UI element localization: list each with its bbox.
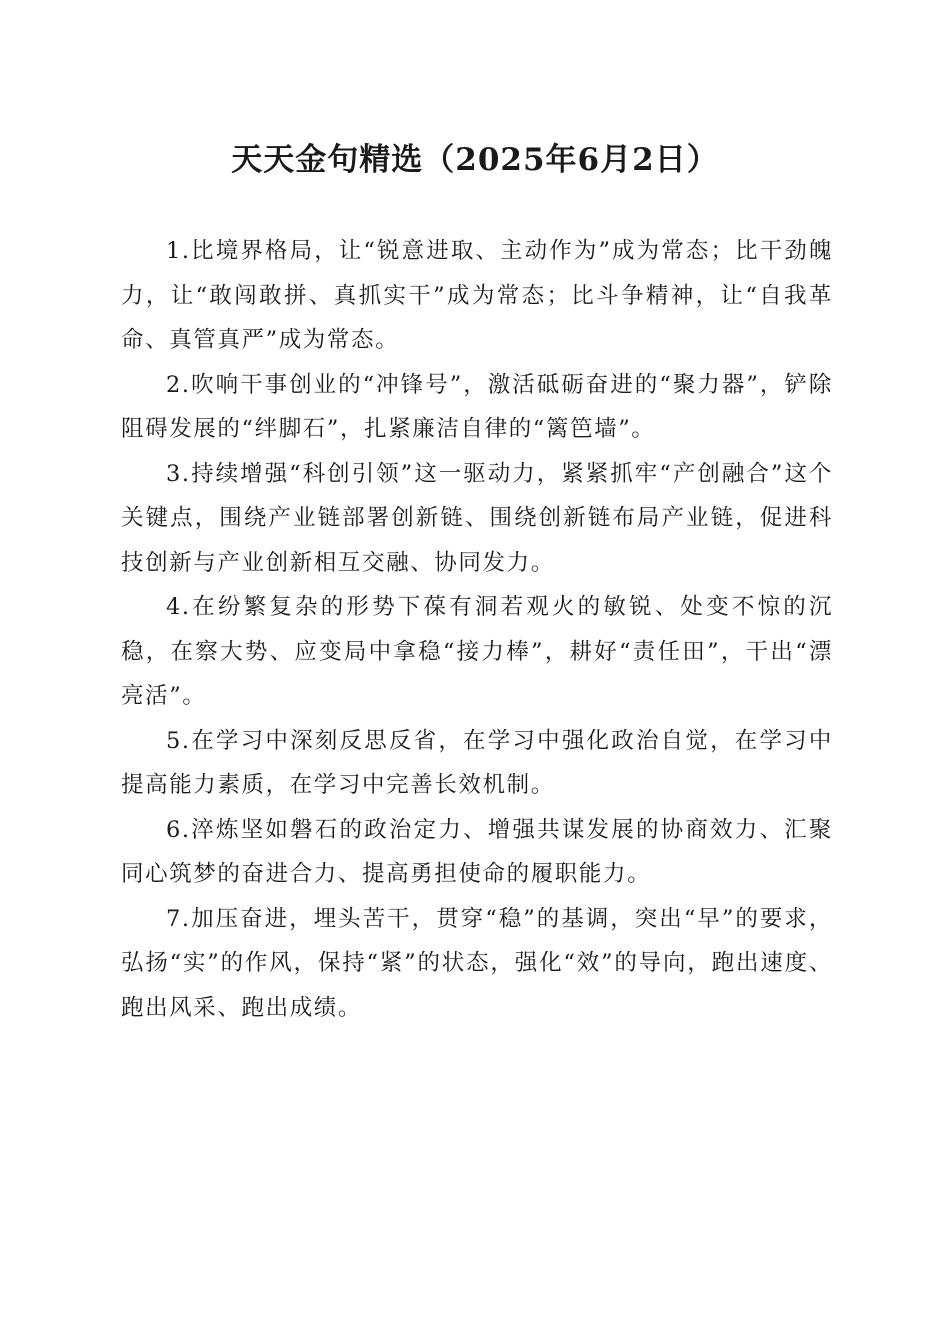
document-title: 天天金句精选（2025年6月2日） xyxy=(231,142,719,178)
quote-paragraph-7: 7.加压奋进，埋头苦干，贯穿“稳”的基调，突出“早”的要求，弘扬“实”的作风，保持“紧”的状态，强化“效”的导向，跑出速度、跑出风采、跑出成绩。 xyxy=(121,905,833,1021)
quote-paragraph-5: 5.在学习中深刻反思反省，在学习中强化政治自觉，在学习中提高能力素质，在学习中完善长效机制。 xyxy=(121,727,833,798)
quote-paragraph-6: 6.淬炼坚如磐石的政治定力、增强共谋发展的协商效力、汇聚同心筑梦的奋进合力、提高勇担使命的履职能力。 xyxy=(121,816,833,887)
quote-paragraph-1: 1.比境界格局，让“锐意进取、主动作为”成为常态；比干劲魄力，让“敢闯敢拼、真抓实干”成为常态；比斗争精神，让“自我革命、真管真严”成为常态。 xyxy=(121,238,833,353)
document-body xyxy=(121,229,833,1030)
quote-paragraph-4: 4.在纷繁复杂的形势下葆有洞若观火的敏锐、处变不惊的沉稳，在察大势、应变局中拿稳“接力棒”，耕好“责任田”，干出“漂亮活”。 xyxy=(121,594,833,709)
quote-paragraph-3: 3.持续增强“科创引领”这一驱动力，紧紧抓牢“产创融合”这个关键点，围绕产业链部署创新链、围绕创新链布局产业链，促进科技创新与产业创新相互交融、协同发力。 xyxy=(121,460,833,576)
quote-paragraph-2: 2.吹响干事创业的“冲锋号”，激活砥砺奋进的“聚力器”，铲除阻碍发展的“绊脚石”，扎紧廉洁自律的“篱笆墙”。 xyxy=(121,371,833,442)
